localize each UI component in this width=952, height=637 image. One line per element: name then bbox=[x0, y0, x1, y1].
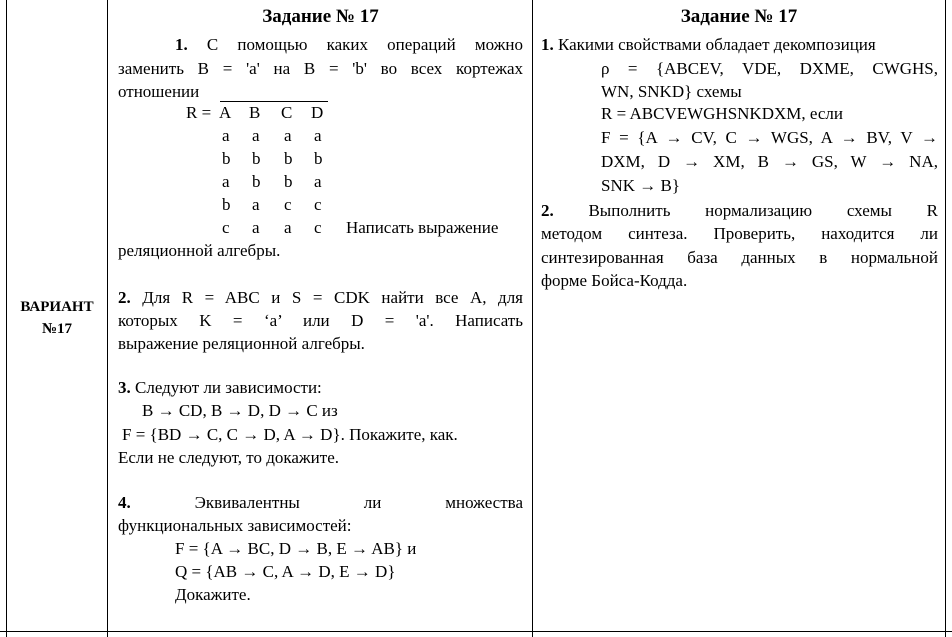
relation-label: R = bbox=[186, 103, 212, 122]
relation-cell: a bbox=[222, 172, 230, 191]
relation-column-header: D bbox=[311, 103, 324, 122]
q4-line: Докажите. bbox=[175, 585, 251, 604]
variant-number: №17 bbox=[41, 321, 73, 337]
relation-cell: a bbox=[252, 218, 260, 237]
q2-line: 2. Для R = ABC и S = CDK найти все A, для bbox=[118, 288, 524, 307]
relation-cell: a bbox=[314, 126, 322, 145]
relation-column-header: A bbox=[219, 103, 232, 122]
relation-cell: a bbox=[314, 172, 322, 191]
relation-column-header: B bbox=[249, 103, 261, 122]
r-q2-line: 2. Выполнить нормализацию схемы R bbox=[541, 201, 938, 220]
relation-cell: c bbox=[284, 195, 292, 214]
q3-line: F = {BD → C, C → D, A → D}. Покажите, как. bbox=[122, 425, 458, 444]
relation-cell: c bbox=[314, 195, 322, 214]
relation-cell: b bbox=[252, 172, 261, 191]
relation-cell: a bbox=[284, 218, 292, 237]
q3-line: Если не следуют, то докажите. bbox=[118, 448, 339, 467]
r-q1-line: 1. Какими свойствами обладает декомпозиция bbox=[541, 35, 876, 54]
q1-after-table: Написать выражение bbox=[346, 218, 499, 237]
relation-cell: b bbox=[314, 149, 323, 168]
q4-line: 4. Эквивалентны ли множества bbox=[118, 493, 524, 512]
q2-line: выражение реляционной алгебры. bbox=[118, 334, 365, 353]
r-q1-line: ρ = {ABCEV, VDE, DXME, CWGHS, bbox=[601, 59, 938, 78]
q4-line: Q = {AB → C, A → D, E → D} bbox=[175, 562, 396, 581]
relation-cell: a bbox=[252, 126, 260, 145]
q1-line: реляционной алгебры. bbox=[118, 241, 281, 260]
relation-cell: b bbox=[284, 149, 293, 168]
r-q2-line: синтезированная база данных в нормальной bbox=[541, 248, 938, 267]
q2-line: которых K = ‘a’ или D = 'a'. Написать bbox=[118, 311, 523, 330]
relation-cell: a bbox=[284, 126, 292, 145]
relation-cell: b bbox=[284, 172, 293, 191]
relation-cell: b bbox=[222, 195, 231, 214]
q1-line: 1. С помощью каких операций можно bbox=[175, 35, 523, 54]
table-border bbox=[532, 0, 533, 637]
q4-line: F = {A → BC, D → B, E → AB} и bbox=[175, 539, 417, 558]
q4-line: функциональных зависимостей: bbox=[118, 516, 352, 535]
relation-cell: b bbox=[222, 149, 231, 168]
q1-line: заменить B = 'a' на B = 'b' во всех кортежах bbox=[118, 59, 523, 78]
r-q1-line: SNK → B} bbox=[601, 176, 681, 195]
right-task-title: Задание № 17 bbox=[680, 6, 798, 27]
relation-cell: a bbox=[252, 195, 260, 214]
relation-cell: c bbox=[314, 218, 322, 237]
relation-cell: b bbox=[252, 149, 261, 168]
q3-line: 3. Следуют ли зависимости: bbox=[118, 378, 322, 397]
q3-line: B → CD, B → D, D → C из bbox=[142, 401, 338, 420]
relation-cell: a bbox=[222, 126, 230, 145]
table-border bbox=[107, 0, 108, 637]
r-q2-line: методом синтеза. Проверить, находится ли bbox=[541, 224, 938, 243]
table-border bbox=[945, 0, 946, 637]
q1-line: отношении bbox=[118, 82, 200, 101]
relation-cell: c bbox=[222, 218, 230, 237]
variant-label: ВАРИАНТ bbox=[20, 299, 94, 315]
relation-column-header: C bbox=[281, 103, 293, 122]
table-border bbox=[0, 631, 952, 632]
r-q1-line: R = ABCVEWGHSNKDXM, если bbox=[601, 104, 843, 123]
r-q2-line: форме Бойса-Кодда. bbox=[541, 271, 688, 290]
r-q1-line: WN, SNKD} схемы bbox=[601, 82, 742, 101]
r-q1-line: F = {A → CV, C → WGS, A → BV, V → bbox=[601, 128, 938, 147]
left-task-title: Задание № 17 bbox=[262, 6, 379, 27]
r-q1-line: DXM, D → XM, B → GS, W → NA, bbox=[601, 152, 938, 171]
